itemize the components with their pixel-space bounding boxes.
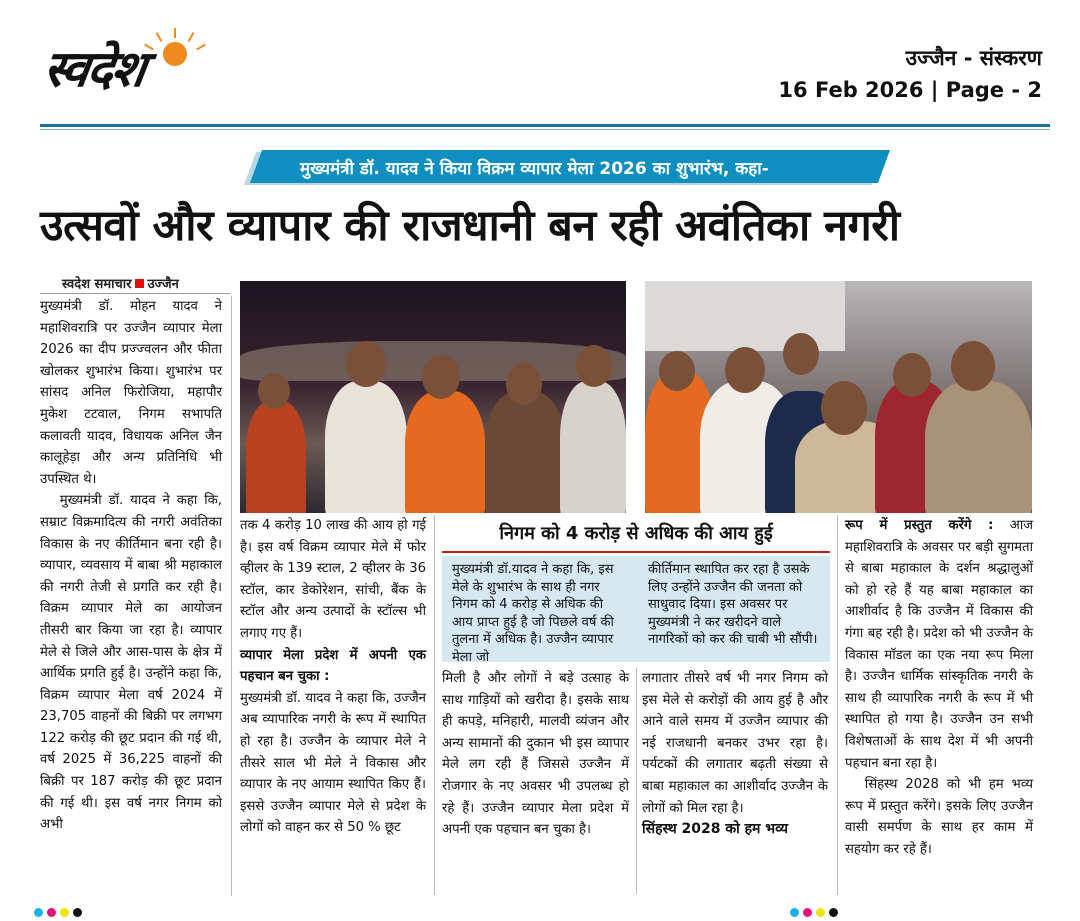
box-title-rule [442,551,830,553]
byline-rule [40,293,230,294]
print-registration-dots-left [34,902,86,911]
edition-label: उज्जैन - संस्करण [905,46,1042,70]
kicker-text: मुख्यमंत्री डॉ. यादव ने किया विक्रम व्यापार मेला 2026 का शुभारंभ, कहा- [300,159,769,179]
article-column-3 [442,668,629,841]
box-text-right: कीर्तिमान स्थापित कर रहा है उसके लिए उन्होंने उज्जैन की जनता को साधुवाद दिया। इस अवसर पर मुख्यमंत्री ने कर खरीदने वाले नागरिकों को कर की चाबी भी सौंपी। [648,562,818,648]
article-paragraph: मिली है और लोगों ने बड़े उत्साह के साथ गाड़ियों को खरीदा है। इसके साथ ही कपड़े, मनिहारी, मालवी व्यंजन और अन्य सामानों की दुकान भी इस व्यापार मेले लग रही हैं जिससे उज्जैन में रोजगार के नए अवसर भी उपलब्ध हो रहे हैं। उज्जैन व्यापार मेला प्रदेश में अपनी एक पहचान बन चुका है। [442,671,629,838]
masthead-logo-text: स्वदेश [39,39,149,98]
subheading: व्यापार मेला प्रदेश में अपनी एक पहचान बन चुका : [240,647,426,685]
print-registration-dots-right [790,902,842,911]
byline-square-icon [135,279,144,288]
black-dot-icon [829,908,838,917]
column-divider [837,515,838,895]
byline-city: उज्जैन [147,277,179,292]
article-paragraph: मुख्यमंत्री डॉ. यादव ने कहा कि, उज्जैन अब व्यापारिक नगरी के रूप में स्थापित हो रहा है। उज्जैन के व्यापार मेले ने तीसरे साल भी मेले ने विकास और व्यापार के नए आयाम स्थापित किए हैं। इससे उज्जैन व्यापार मेले से प्रदेश के लोगों को वाहन कर से 50 % छूट [240,690,426,836]
magenta-dot-icon [47,908,56,917]
article-paragraph: मुख्यमंत्री डॉ. यादव ने कहा कि, सम्राट विक्रमादित्य की नगरी अवंतिका विकास के नए कीर्तिमान बना रही है। व्यापार, व्यवसाय में बाबा श्री महाकाल की नगरी तेजी से प्रगति कर रही है। विक्रम व्यापार मेले का आयोजन तीसरी बार किया जा रहा है। व्यापार मेले से जिले और आस-पास के क्षेत्र में आर्थिक प्रगति हुई है। उन्होंने कहा कि, विक्रम व्यापार मेला वर्ष 2024 में 23,705 वाहनों की बिक्री पर लगभग 122 करोड़ की छूट प्रदान की गई थी, वर्ष 2025 में 36,225 वाहनों की बिक्री पर 187 करोड़ की छूट प्रदान की गई थी। इस वर्ष नगर निगम को अभी [40,493,222,833]
yellow-dot-icon [60,908,69,917]
yellow-dot-icon [816,908,825,917]
byline [62,274,179,292]
magenta-dot-icon [803,908,812,917]
masthead-rule-thin [40,129,1050,130]
article-paragraph: आज महाशिवरात्रि के अवसर पर बड़ी सुगमता से बाबा महाकाल के दर्शन श्रद्धालुओं को हो रहे हैं यह बाबा महाकाल का आशीर्वाद है कि उज्जैन में विकास की गंगा बह रही है। प्रदेश को भी उज्जैन के विकास मॉडल का एक नया रूप मिला है। उज्जैन धार्मिक सांस्कृतिक नगरी के साथ ही व्यापारिक नगरी के रूप में भी स्थापित हो गया है। उज्जैन उन सभी विशेषताओं के साथ देश में भी अपनी पहचान बना रहा है। [845,518,1033,771]
photo-inauguration [240,281,626,513]
black-dot-icon [73,908,82,917]
article-column-5 [845,515,1033,861]
cyan-dot-icon [790,908,799,917]
article-paragraph: सिंहस्थ 2028 को भी हम भव्य रूप में प्रस्तुत करेंगे। इसके लिए उज्जैन वासी समर्पण के साथ हर काम में सहयोग कर रहे हैं। [845,777,1033,857]
box-text-left: मुख्यमंत्री डॉ.यादव ने कहा कि, इस मेले के शुभारंभ के साथ ही नगर निगम को 4 करोड़ से अधिक की आय प्राप्त हुई है जो पिछले वर्ष की तुलना में अधिक है। उज्जैन व्यापार मेला जो [452,562,614,665]
subheading: रूप में प्रस्तुत करेंगे : [845,518,994,533]
article-column-4 [642,668,828,841]
box-title: निगम को 4 करोड़ से अधिक की आय हुई [499,523,773,544]
subheading: सिंहस्थ 2028 को हम भव्य [642,821,789,838]
dateline: 16 Feb 2026 | Page - 2 [778,78,1042,102]
headline: उत्सवों और व्यापार की राजधानी बन रही अवंतिका नगरी [40,201,900,251]
article-column-2 [240,515,426,839]
column-divider [434,515,435,895]
column-divider [231,296,232,896]
article-column-1 [40,296,222,836]
column-divider [636,668,637,894]
cyan-dot-icon [34,908,43,917]
photo-key-handover [645,281,1032,513]
byline-source: स्वदेश समाचार [62,277,132,292]
article-paragraph: मुख्यमंत्री डॉ. मोहन यादव ने महाशिवरात्रि पर उज्जैन व्यापार मेला 2026 का दीप प्रज्ज्वलन और फीता खोलकर शुभारंभ किया। शुभारंभ पर सांसद अनिल फिरोजिया, महापौर मुकेश टटवाल, निगम सभापति कलावती यादव, विधायक अनिल जैन कालूहेड़ा और अन्य प्रतिनिधि भी उपस्थित थे। [40,299,222,487]
article-paragraph: लगातार तीसरे वर्ष भी नगर निगम को इस मेले से करोड़ों की आय हुई है और आने वाले समय में उज्जैन व्यापार की नई राजधानी बनकर उभर रहा है। पर्यटकों की लगातार बढ़ती संख्या से बाबा महाकाल का आशीर्वाद उज्जैन के लोगों को मिल रहा है। [642,671,828,816]
masthead-rule [40,124,1050,127]
article-paragraph: तक 4 करोड़ 10 लाख की आय हो गई है। इस वर्ष विक्रम व्यापार मेले में फोर व्हीलर के 139 स्टाल, 2 व्हीलर के 36 स्टॉल, कार डेकोरेशन, सांची, बैंक के स्टॉल और अन्य उत्पादों के स्टॉल्स भी लगाए गए हैं। [240,518,426,641]
